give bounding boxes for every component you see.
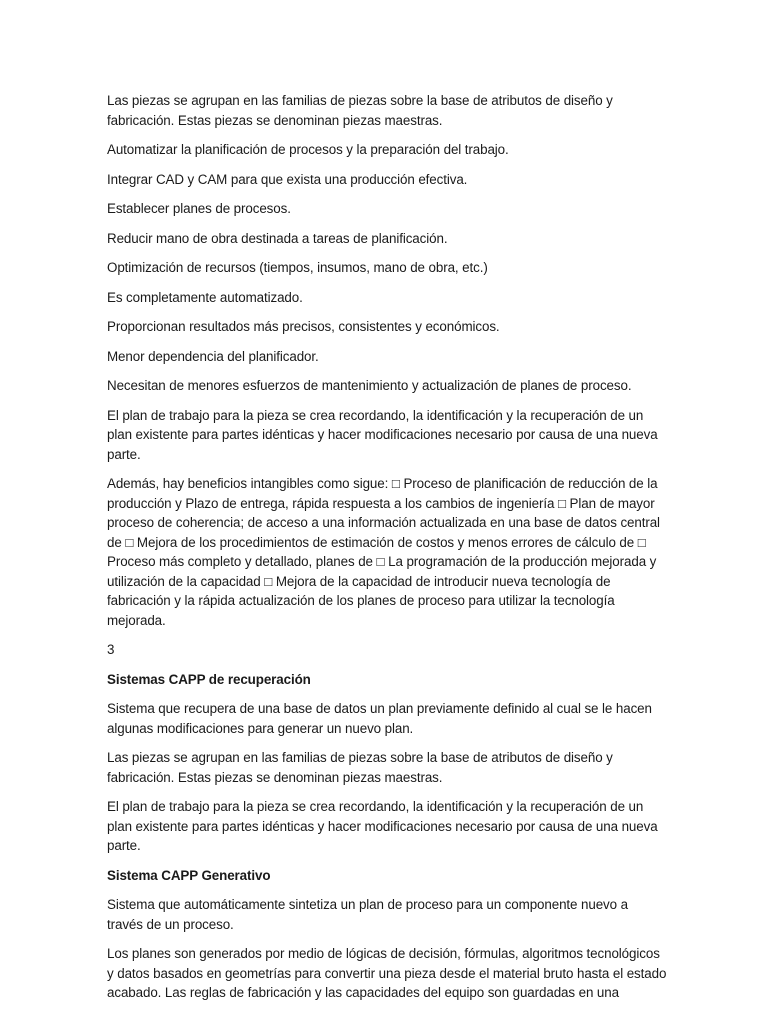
paragraph-families-repeat: Las piezas se agrupan en las familias de piezas sobre la base de atributos de diseño y fabricación. Estas piezas se denominan piezas maestras. bbox=[107, 750, 613, 785]
paragraph-generative-definition: Sistema que automáticamente sintetiza un plan de proceso para un componente nuevo a través de un proceso. bbox=[107, 897, 628, 932]
heading-generative-capp: Sistema CAPP Generativo bbox=[107, 867, 271, 883]
paragraph-families: Las piezas se agrupan en las familias de piezas sobre la base de atributos de diseño y fabricación. Estas piezas se denominan piezas maestras. bbox=[107, 93, 613, 128]
document-page bbox=[107, 91, 667, 1013]
paragraph-maintenance: Necesitan de menores esfuerzos de mantenimiento y actualización de planes de proceso. bbox=[107, 378, 632, 393]
paragraph-work-plan-repeat: El plan de trabajo para la pieza se crea recordando, la identificación y la recuperación de un plan existente para partes idénticas y hacer modificaciones necesario por causa de una nueva parte. bbox=[107, 799, 658, 853]
paragraph-intangible-benefits: Además, hay beneficios intangibles como sigue: □ Proceso de planificación de reducción de la producción y Plazo de entrega, rápida respuesta a los cambios de ingeniería □ Plan de mayor proceso de coherencia; de acceso a una información actualizada en una base de datos central de □ Mejora de los procedimientos de estimación de costos y menos errores de cálculo de □ Proceso más completo y detallado, planes de □ La programación de la producción mejorada y utilización de la capacidad □ Mejora de la capacidad de introducir nueva tecnología de fabricación y la rápida actualización de los planes de proceso para utilizar la tecnología mejorada. bbox=[107, 476, 660, 628]
paragraph-integrate: Integrar CAD y CAM para que exista una producción efectiva. bbox=[107, 171, 468, 187]
paragraph-work-plan: El plan de trabajo para la pieza se crea recordando, la identificación y la recuperación de un plan existente para partes idénticas y hacer modificaciones necesario por causa de una nueva parte. bbox=[107, 407, 658, 462]
paragraph-automated: Es completamente automatizado. bbox=[107, 289, 303, 305]
paragraph-generative-plans: Los planes son generados por medio de lógicas de decisión, fórmulas, algoritmos tecnológicos y datos basados en geometrías para convertir una pieza desde el material bruto hasta el estado acabado. Las reglas de fabricación y las capacidades del equipo son guardadas en una bbox=[107, 946, 667, 1000]
paragraph-establish: Establecer planes de procesos. bbox=[107, 201, 291, 216]
paragraph-results: Proporcionan resultados más precisos, consistentes y económicos. bbox=[107, 319, 500, 334]
paragraph-optimize: Optimización de recursos (tiempos, insumos, mano de obra, etc.) bbox=[107, 260, 488, 275]
paragraph-reduce: Reducir mano de obra destinada a tareas de planificación. bbox=[107, 230, 448, 246]
page-number: 3 bbox=[107, 642, 115, 657]
paragraph-automate: Automatizar la planificación de procesos y la preparación del trabajo. bbox=[107, 142, 509, 157]
paragraph-dependency: Menor dependencia del planificador. bbox=[107, 348, 319, 364]
paragraph-retrieval-definition: Sistema que recupera de una base de datos un plan previamente definido al cual se le hacen algunas modificaciones para generar un nuevo plan. bbox=[107, 701, 652, 736]
heading-retrieval-capp: Sistemas CAPP de recuperación bbox=[107, 671, 311, 687]
